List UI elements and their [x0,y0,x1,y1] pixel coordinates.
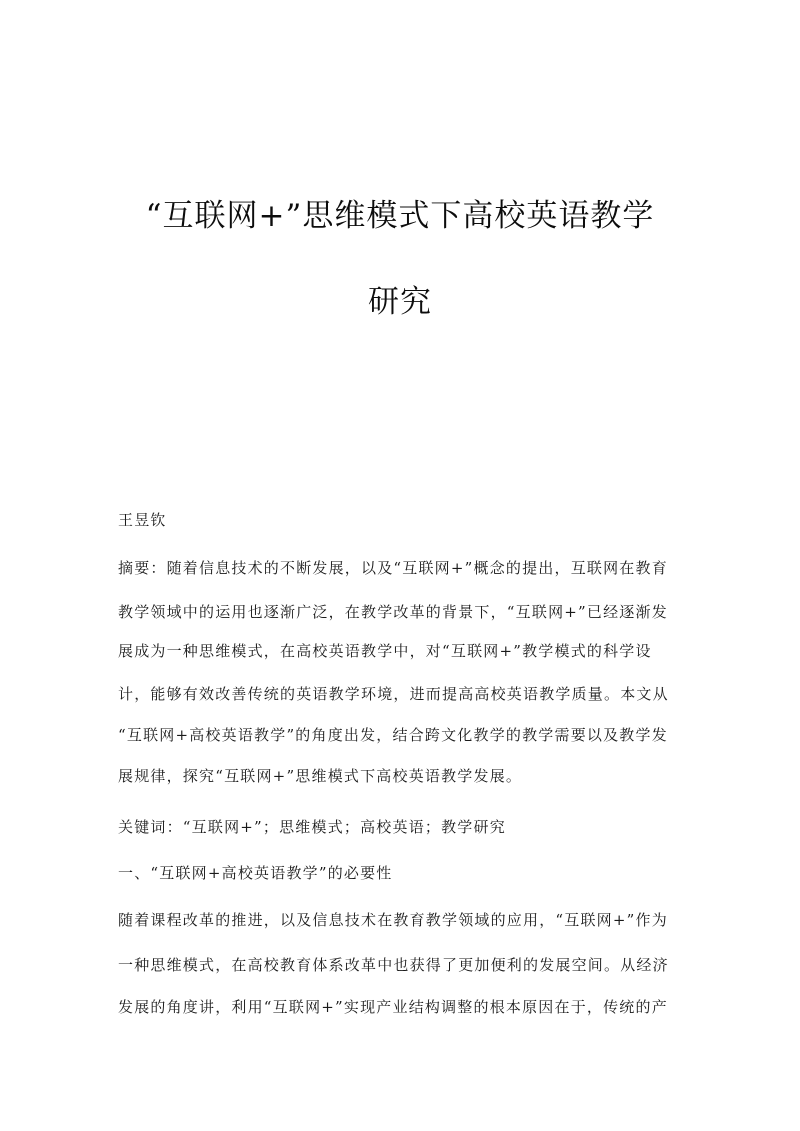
section-paragraph-line: 发展的角度讲，利用“互联网+”实现产业结构调整的根本原因在于，传统的产 [118,998,668,1016]
abstract-line: 教学领域中的运用也逐渐广泛，在教学改革的背景下，“互联网+”已经逐渐发 [118,603,668,621]
abstract-line: 摘要：随着信息技术的不断发展，以及“互联网+”概念的提出，互联网在教育 [118,559,668,577]
abstract-line: 展成为一种思维模式，在高校英语教学中，对“互联网+”教学模式的科学设 [118,642,652,660]
document-title-line-1: “互联网+”思维模式下高校英语教学 [145,198,655,234]
section-heading: 一、“互联网+高校英语教学”的必要性 [118,864,393,882]
section-paragraph-line: 一种思维模式，在高校教育体系改革中也获得了更加便利的发展空间。从经济 [118,956,669,974]
section-paragraph-line: 随着课程改革的推进，以及信息技术在教育教学领域的应用，“互联网+”作为 [118,911,668,929]
abstract-line: 计，能够有效改善传统的英语教学环境，进而提高高校英语教学质量。本文从 [118,685,669,703]
document-title-line-2: 研究 [368,284,432,320]
abstract-line: “互联网+高校英语教学”的角度出发，结合跨文化教学的教学需要以及教学发 [118,726,668,744]
keywords: 关键词：“互联网+”；思维模式；高校英语；教学研究 [118,818,506,836]
author-name: 王昱钦 [118,511,167,529]
abstract-line: 展规律，探究“互联网+”思维模式下高校英语教学发展。 [118,767,523,785]
